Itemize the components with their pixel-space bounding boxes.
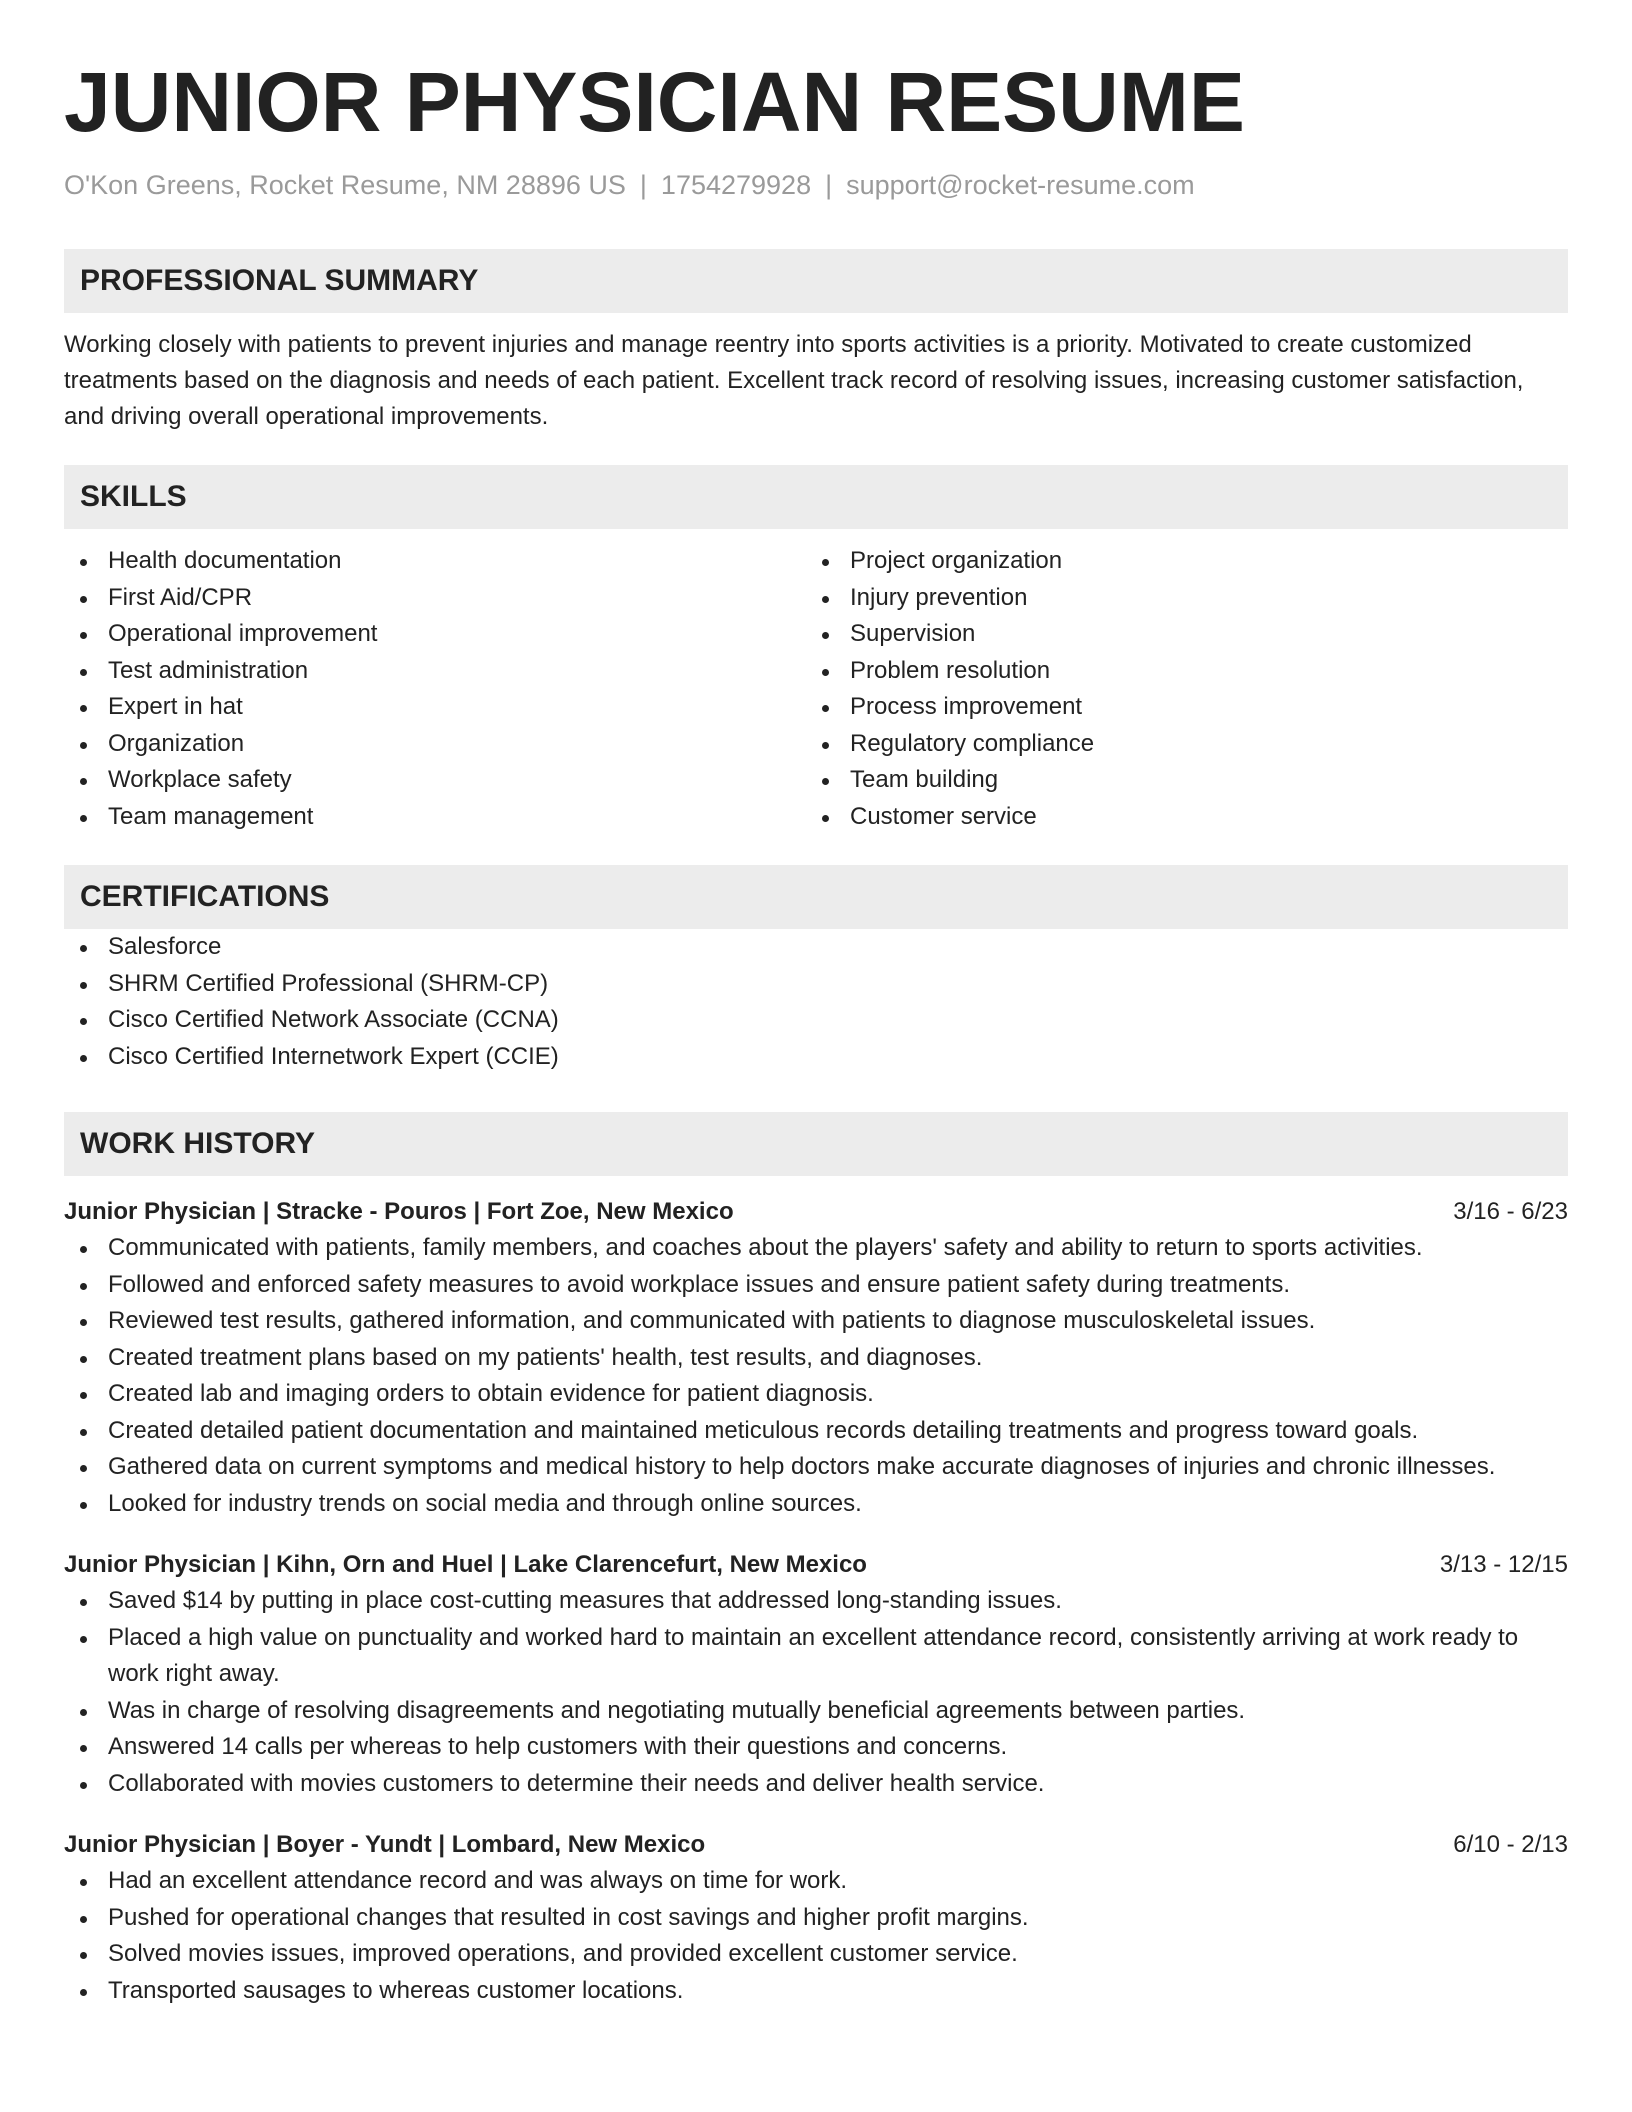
skill-item: Team management <box>64 799 806 836</box>
contact-line <box>64 168 1568 202</box>
section-heading-work-history: WORK HISTORY <box>64 1112 1568 1176</box>
job-bullet: Created lab and imaging orders to obtain evidence for patient diagnosis. <box>64 1376 1568 1413</box>
contact-phone: 1754279928 <box>660 170 812 200</box>
job-bullet-list <box>64 1583 1568 1802</box>
job-dates: 3/16 - 6/23 <box>1453 1198 1568 1225</box>
job-header <box>64 1194 1568 1230</box>
job-bullet-list <box>64 1230 1568 1522</box>
section-heading-certifications: CERTIFICATIONS <box>64 865 1568 929</box>
skill-item: Team building <box>806 762 1548 799</box>
resume-page <box>64 54 1568 2009</box>
job-bullet: Solved movies issues, improved operations, and provided excellent customer service. <box>64 1936 1568 1973</box>
job-entry <box>64 1827 1568 2009</box>
job-bullet-list <box>64 1863 1568 2009</box>
skill-item: Regulatory compliance <box>806 726 1548 763</box>
job-header <box>64 1827 1568 1863</box>
skill-item: First Aid/CPR <box>64 580 806 617</box>
job-bullet: Had an excellent attendance record and was always on time for work. <box>64 1863 1568 1900</box>
section-heading-summary: PROFESSIONAL SUMMARY <box>64 249 1568 313</box>
certification-item: Cisco Certified Network Associate (CCNA) <box>64 1002 1568 1039</box>
job-bullet: Created detailed patient documentation and maintained meticulous records detailing treatments and progress toward goals. <box>64 1413 1568 1450</box>
skill-item: Supervision <box>806 616 1548 653</box>
skill-item: Problem resolution <box>806 653 1548 690</box>
job-bullet: Looked for industry trends on social media and through online sources. <box>64 1486 1568 1523</box>
skill-item: Workplace safety <box>64 762 806 799</box>
skill-item: Organization <box>64 726 806 763</box>
certification-item: Cisco Certified Internetwork Expert (CCIE) <box>64 1039 1568 1076</box>
contact-address: O'Kon Greens, Rocket Resume, NM 28896 US <box>64 170 626 200</box>
job-entry <box>64 1547 1568 1802</box>
skills-grid <box>64 543 1568 835</box>
job-bullet: Saved $14 by putting in place cost-cutting measures that addressed long-standing issues. <box>64 1583 1568 1620</box>
job-title: Junior Physician | Boyer - Yundt | Lombard, New Mexico <box>64 1831 706 1858</box>
skill-item: Process improvement <box>806 689 1548 726</box>
job-bullet: Transported sausages to whereas customer locations. <box>64 1973 1568 2010</box>
skills-column-left <box>64 543 806 835</box>
contact-separator: | <box>639 170 647 200</box>
job-bullet: Pushed for operational changes that resulted in cost savings and higher profit margins. <box>64 1900 1568 1937</box>
skill-item: Project organization <box>806 543 1548 580</box>
resume-title: JUNIOR PHYSICIAN RESUME <box>64 55 1245 149</box>
skills-list-right <box>806 543 1548 835</box>
job-bullet: Gathered data on current symptoms and medical history to help doctors make accurate diagnoses of injuries and chronic illnesses. <box>64 1449 1568 1486</box>
job-entry <box>64 1194 1568 1522</box>
skill-item: Operational improvement <box>64 616 806 653</box>
job-bullet: Answered 14 calls per whereas to help customers with their questions and concerns. <box>64 1729 1568 1766</box>
skill-item: Expert in hat <box>64 689 806 726</box>
job-dates: 6/10 - 2/13 <box>1453 1831 1568 1858</box>
job-bullet: Reviewed test results, gathered information, and communicated with patients to diagnose musculoskeletal issues. <box>64 1303 1568 1340</box>
certifications-list <box>64 929 1568 1075</box>
summary-text: Working closely with patients to prevent injuries and manage reentry into sports activities is a priority. Motivated to create customized treatments based on the diagnosis and needs of each patient. Excellent track record of resolving issues, increasing customer satisfaction, and driving overall operational improvements. <box>64 331 1524 430</box>
job-bullet: Was in charge of resolving disagreements and negotiating mutually beneficial agreements between parties. <box>64 1693 1568 1730</box>
skills-list-left <box>64 543 806 835</box>
section-heading-skills: SKILLS <box>64 465 1568 529</box>
job-bullet: Placed a high value on punctuality and worked hard to maintain an excellent attendance record, consistently arriving at work ready to work right away. <box>64 1620 1568 1693</box>
job-title: Junior Physician | Stracke - Pouros | Fort Zoe, New Mexico <box>64 1198 734 1225</box>
job-bullet: Communicated with patients, family members, and coaches about the players' safety and ability to return to sports activities. <box>64 1230 1568 1267</box>
skill-item: Injury prevention <box>806 580 1548 617</box>
skills-column-right <box>806 543 1548 835</box>
job-dates: 3/13 - 12/15 <box>1439 1551 1568 1578</box>
job-bullet: Followed and enforced safety measures to avoid workplace issues and ensure patient safety during treatments. <box>64 1267 1568 1304</box>
contact-separator: | <box>825 170 833 200</box>
skill-item: Customer service <box>806 799 1548 836</box>
skill-item: Test administration <box>64 653 806 690</box>
work-history-list <box>64 1194 1568 2009</box>
certification-item: Salesforce <box>64 929 1568 966</box>
job-bullet: Created treatment plans based on my patients' health, test results, and diagnoses. <box>64 1340 1568 1377</box>
job-bullet: Collaborated with movies customers to determine their needs and deliver health service. <box>64 1766 1568 1803</box>
skill-item: Health documentation <box>64 543 806 580</box>
contact-email: support@rocket-resume.com <box>846 170 1195 200</box>
certification-item: SHRM Certified Professional (SHRM-CP) <box>64 966 1568 1003</box>
job-title: Junior Physician | Kihn, Orn and Huel | Lake Clarencefurt, New Mexico <box>64 1551 867 1578</box>
job-header <box>64 1547 1568 1583</box>
